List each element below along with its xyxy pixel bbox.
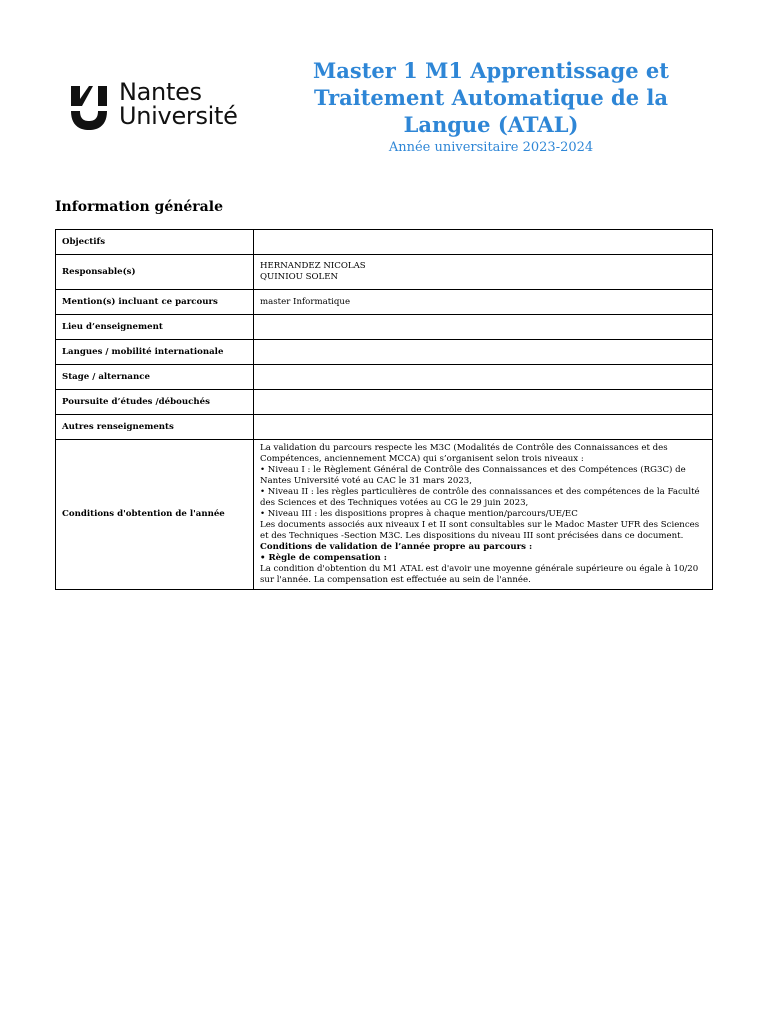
table-row-lieu	[56, 315, 713, 340]
table-row-poursuite	[56, 390, 713, 415]
table-row-stage	[56, 365, 713, 390]
row-value	[254, 415, 713, 440]
logo-text-line1: Nantes	[119, 78, 202, 106]
conditions-heading: Conditions de validation de l’année propre au parcours :	[260, 542, 533, 552]
compensation-rule-heading: • Règle de compensation :	[260, 553, 387, 563]
header	[280, 57, 702, 156]
row-value	[254, 390, 713, 415]
table-row-langues	[56, 340, 713, 365]
table-row-responsables	[56, 255, 713, 290]
nantes-universite-logo	[69, 78, 269, 132]
page-title: Master 1 M1 Apprentissage et Traitement Automatique de la Langue (ATAL)	[313, 58, 669, 137]
table-row-objectifs	[56, 230, 713, 255]
conditions-text: • Niveau I : le Règlement Général de Contrôle des Connaissances et des Compétences (RG3C) de Nantes Université voté au CAC le 31 mars 2023,	[260, 465, 686, 486]
row-label: Mention(s) incluant ce parcours	[56, 290, 254, 315]
row-label: Objectifs	[56, 230, 254, 255]
row-value	[254, 340, 713, 365]
row-value	[254, 230, 713, 255]
row-value	[254, 440, 713, 590]
row-label: Autres renseignements	[56, 415, 254, 440]
conditions-text: • Niveau III : les dispositions propres à chaque mention/parcours/UE/EC	[260, 509, 578, 519]
row-value	[254, 315, 713, 340]
section-heading: Information générale	[55, 199, 223, 215]
row-label: Poursuite d’études /débouchés	[56, 390, 254, 415]
table-row-conditions	[56, 440, 713, 590]
compensation-rule-text: La condition d'obtention du M1 ATAL est d'avoir une moyenne générale supérieure ou égale à 10/20 sur l'année. La compensation est effectuée au sein de l'année.	[260, 564, 699, 585]
logo-text-line2: Université	[119, 102, 238, 130]
row-value	[254, 255, 713, 290]
nantes-universite-logo-icon	[69, 84, 109, 130]
row-label: Langues / mobilité internationale	[56, 340, 254, 365]
academic-year: Année universitaire 2023-2024	[388, 140, 594, 155]
row-label: Lieu d’enseignement	[56, 315, 254, 340]
conditions-text: Les documents associés aux niveaux I et II sont consultables sur le Madoc Master UFR des Sciences et des Techniques -Section M3C. Les dispositions du niveau III sont précisées dans ce document.	[260, 520, 700, 541]
responsable-name: HERNANDEZ NICOLAS	[260, 261, 366, 271]
row-label: Responsable(s)	[56, 255, 254, 290]
table-row-autres	[56, 415, 713, 440]
row-label: Conditions d'obtention de l'année	[56, 440, 254, 590]
information-table	[55, 229, 713, 590]
row-value	[254, 365, 713, 390]
conditions-text: • Niveau II : les règles particulières de contrôle des connaissances et des compétences de la Faculté des Sciences et des Techniques votées au CG le 29 juin 2023,	[260, 487, 700, 508]
responsable-name: QUINIOU SOLEN	[260, 272, 339, 282]
conditions-text: La validation du parcours respecte les M3C (Modalités de Contrôle des Connaissances et des Compétences, anciennement MCCA) qui s’organisent selon trois niveaux :	[260, 443, 668, 464]
row-value: master Informatique	[254, 290, 713, 315]
table-row-mention	[56, 290, 713, 315]
row-label: Stage / alternance	[56, 365, 254, 390]
